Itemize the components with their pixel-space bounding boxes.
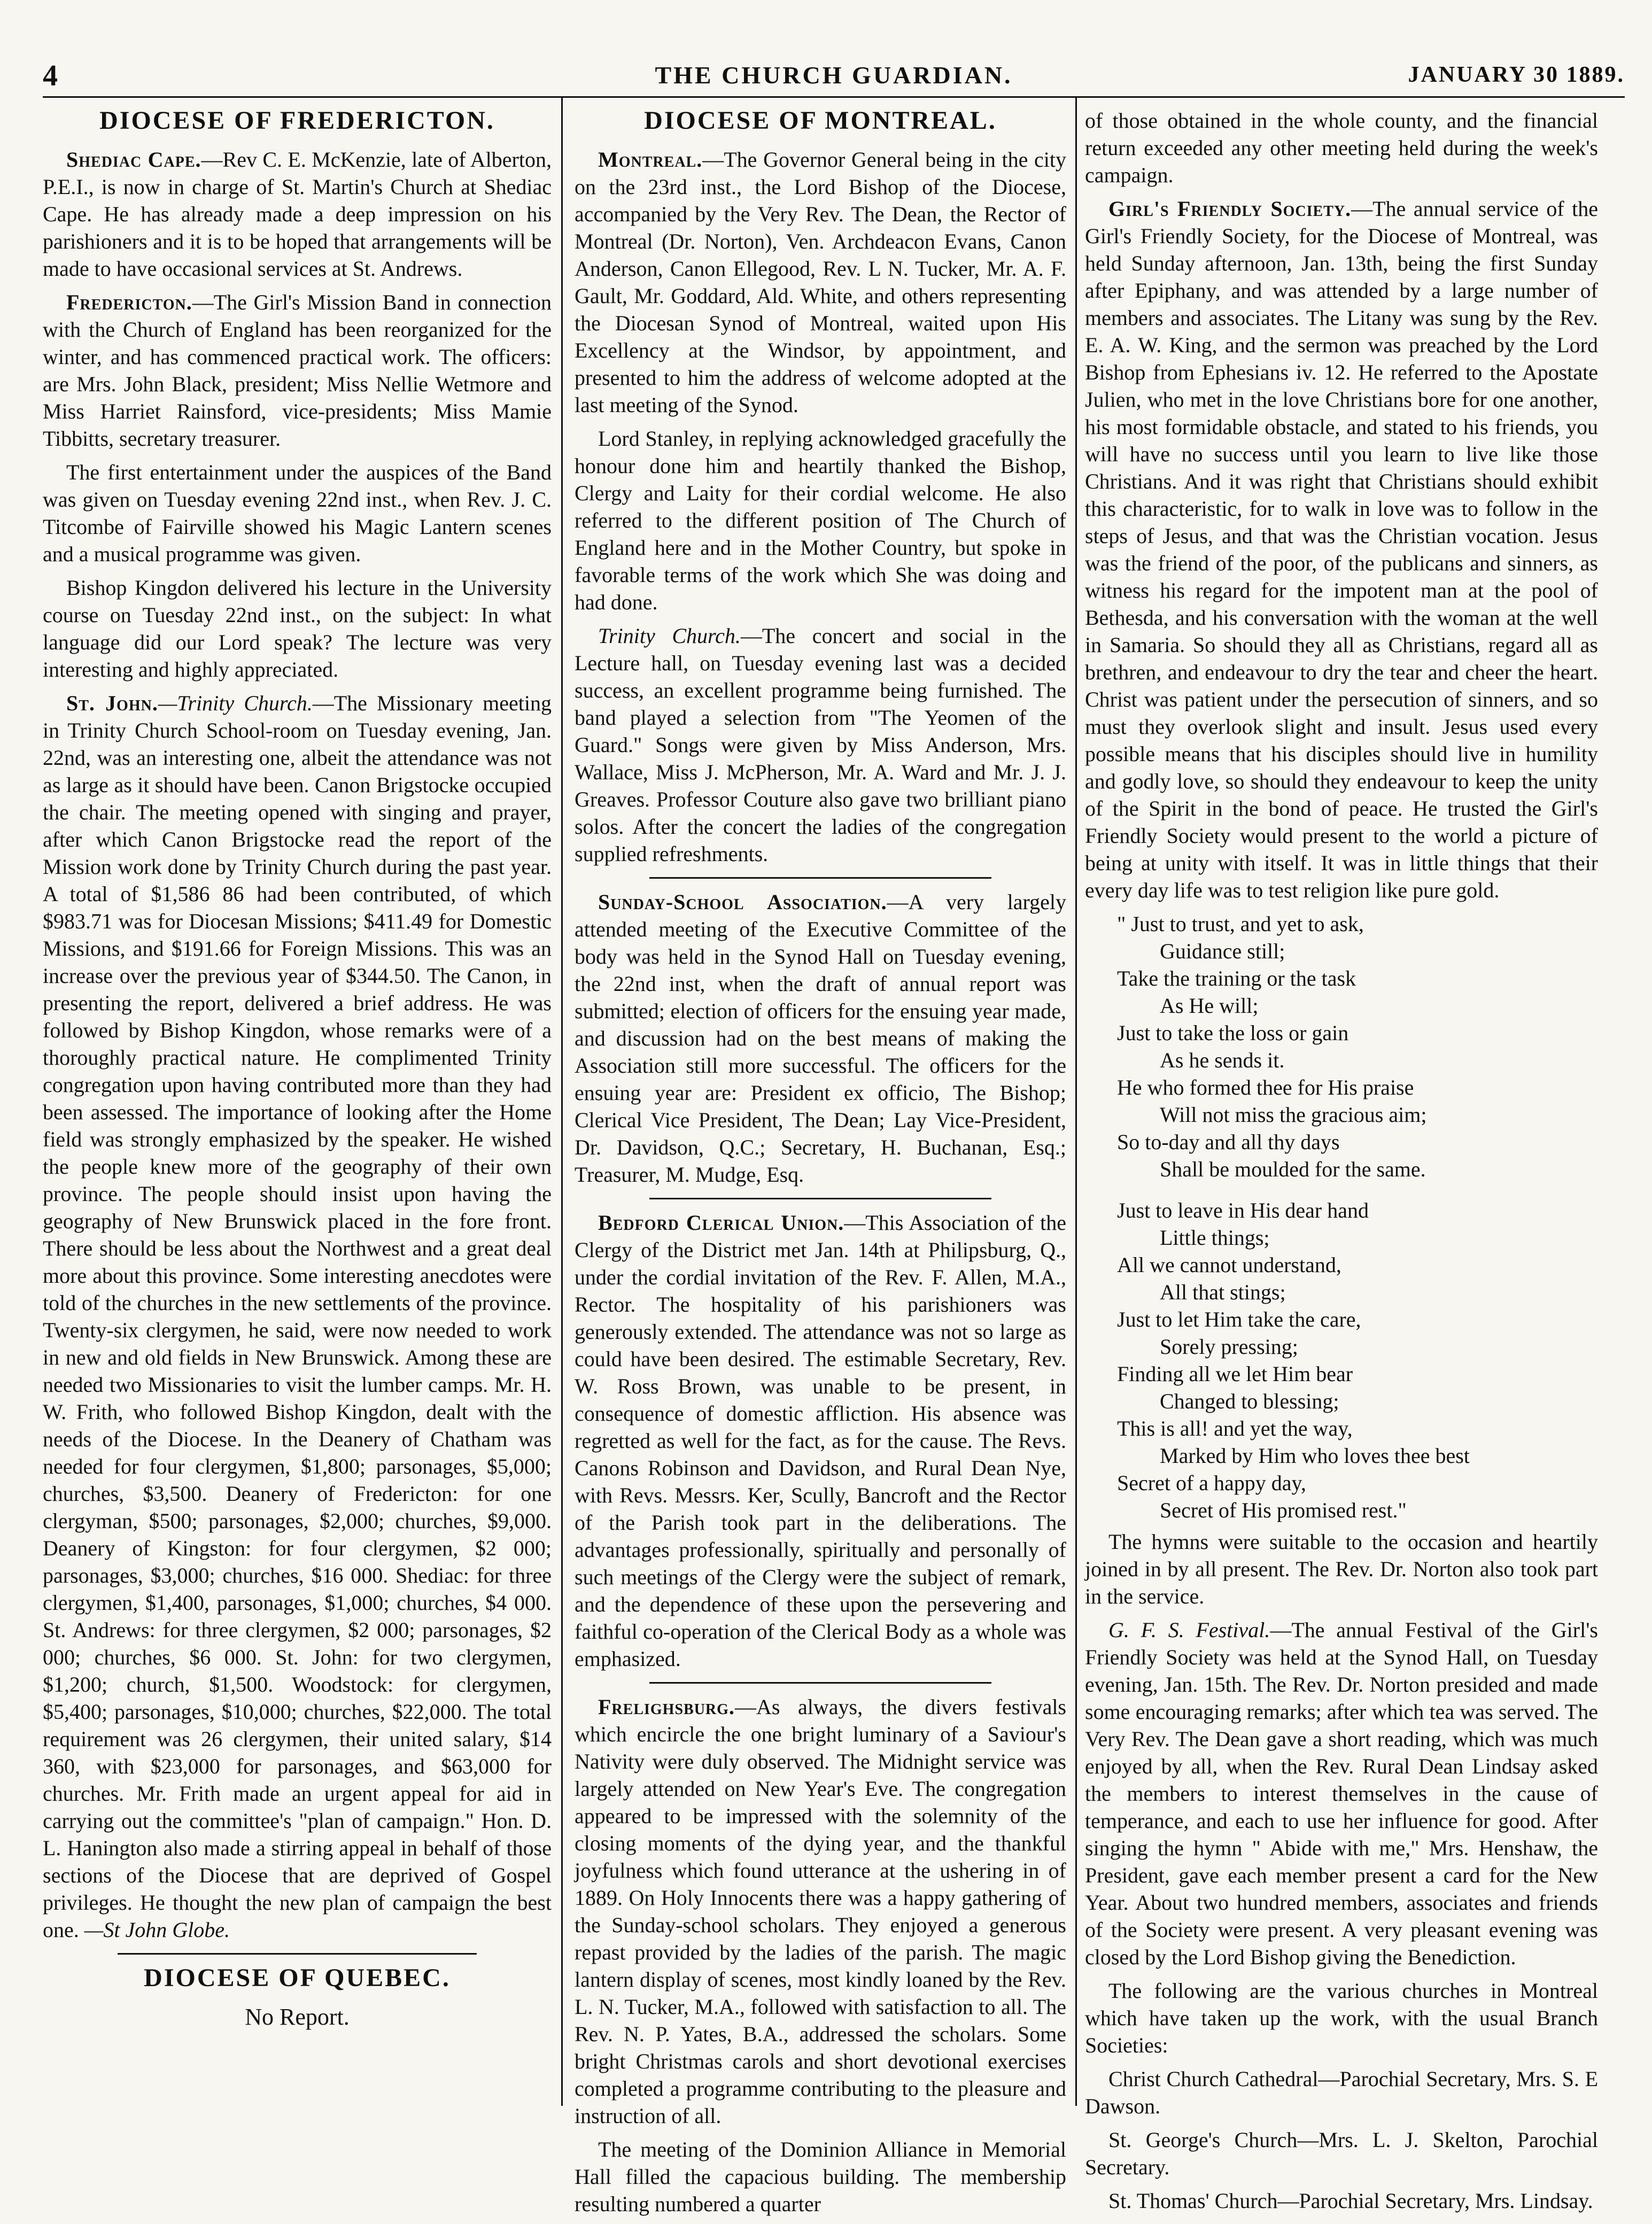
article-divider	[649, 1198, 991, 1199]
page-number: 4	[43, 59, 58, 92]
poem-line: As he sends it.	[1160, 1048, 1285, 1072]
section-heading: DIOCESE OF MONTREAL.	[644, 106, 997, 135]
article-montreal	[575, 146, 1066, 419]
poem-line: Secret of a happy day,	[1117, 1471, 1306, 1495]
column-rule	[561, 96, 563, 2106]
stanza-gap	[1117, 1183, 1598, 1197]
article-girls-friendly	[1085, 195, 1598, 904]
poem-line: He who formed thee for His praise	[1117, 1075, 1414, 1099]
poem-line: Just to leave in His dear hand	[1117, 1198, 1369, 1222]
article-body: —The concert and social in the Lecture hall, on Tuesday evening last was a decided success, an excellent programme being furnished. The band played a selection from "The Yeomen of the Guard." Songs were given by Miss Anderson, Mrs. Wallace, Miss J. McPherson, Mr. A. Ward and Mr. J. J. Greaves. Professor Couture also gave two brilliant piano solos. After the concert the ladies of the congregation supplied refreshments.	[575, 624, 1066, 866]
article-lead: Sunday-School Association.	[598, 890, 887, 914]
article-shediac	[43, 146, 552, 282]
article-lead: Shediac Cape.	[66, 148, 201, 172]
poem-line: Sorely pressing;	[1160, 1335, 1298, 1359]
column-montreal-continued	[1085, 107, 1598, 2221]
poem-line: Just to let Him take the care,	[1117, 1307, 1361, 1331]
article-gfs-festival	[1085, 1616, 1598, 1971]
column-rule	[1075, 96, 1077, 2106]
article-lead: Fredericton.	[66, 290, 192, 314]
article-body: —A very largely attended meeting of the Executive Committee of the body was held in the Synod Hall on Tuesday evening, the 22nd inst, when the draft of annual report was submitted; election of officers for the ensuing year made, and discussion had on the best means of making the Association still more successful. The officers for the ensuing year are: President ex officio, The Bishop; Clerical Vice President, The Dean; Lay Vice-President, Dr. Davidson, Q.C.; Secretary, H. Buchanan, Esq.; Treasurer, M. Mudge, Esq.	[575, 890, 1067, 1187]
article-subhead: G. F. S. Festival.	[1108, 1618, 1270, 1642]
article-body: —The Governor General being in the city on the 23rd inst., the Lord Bishop of the Diocese, accompanied by the Very Rev. The Dean, the Rector of Montreal (Dr. Norton), Ven. Archdeacon Evans, Canon Anderson, Canon Ellegood, Rev. L N. Tucker, Mr. A. F. Gault, Mr. Goddard, Ald. White, and others representing the Diocesan Synod of Montreal, waited upon His Excellency at the Windsor, by appointment, and presented to him the address of welcome adopted at the last meeting of the Synod.	[575, 148, 1066, 417]
church-list-item: St. George's Church—Mrs. L. J. Skelton, Parochial Secretary.	[1085, 2128, 1598, 2179]
column-fredericton	[43, 107, 552, 2039]
poem-line: All we cannot understand,	[1117, 1253, 1341, 1277]
article-lead: Girl's Friendly Society.	[1108, 197, 1352, 221]
poem-line: As He will;	[1160, 994, 1259, 1018]
poem-line: Will not miss the gracious aim;	[1160, 1103, 1427, 1127]
poem-line: This is all! and yet the way,	[1117, 1416, 1353, 1440]
article-body: —The annual service of the Girl's Friendly Society, for the Diocese of Montreal, was held Sunday afternoon, Jan. 13th, being the first Sunday after Epiphany, and was attended by a large number of members and associates. The Litany was sung by the Rev. E. A. W. King, and the sermon was preached by the Lord Bishop from Ephesians iv. 12. He referred to the Apostate Julien, who met in the love Christians bore for one another, his most formidable obstacle, and stated to his friends, you will have no success until you learn to live like those Christians. And it was right that Christians should exhibit this characteristic, for to walk in love was to follow in the steps of Jesus, and that was the Christian vocation. Jesus was the friend of the poor, of the publicans and sinners, as witness his regard for the impotent man at the pool of Bethesda, and his conversation with the woman at the well in Samaria. So should they all as Christians, regard all as brethren, and endeavour to dry the tear and cheer the heart. Christ was patient under the persecution of sinners, and so must they overlook slight and insult. Jesus used every possible means that his disciples should live in humility and godly love, so should they endeavour to keep the unity of the Spirit in the bond of peace. He trusted the Girl's Friendly Society would present to the world a picture of being at unity with itself. It was in little things that their every day life was to test religion like pure gold.	[1085, 197, 1598, 902]
section-heading: DIOCESE OF QUEBEC.	[144, 1964, 451, 1992]
article-divider	[649, 877, 991, 879]
church-list-item: Christ Church Cathedral—Parochial Secretary, Mrs. S. E Dawson.	[1085, 2067, 1598, 2118]
article-lead: St. John.	[66, 691, 158, 715]
article-divider	[649, 1682, 991, 1684]
article-lead: Montreal.	[598, 148, 703, 172]
article-paragraph: of those obtained in the whole county, and the financial return exceeded any other meeting held during the week's campaign.	[1085, 109, 1598, 187]
section-heading: DIOCESE OF FREDERICTON.	[99, 106, 495, 135]
newspaper-title: THE CHURCH GUARDIAN.	[655, 61, 1013, 89]
poem-line: Take the training or the task	[1117, 966, 1356, 990]
article-paragraph: Bishop Kingdon delivered his lecture in the University course on Tuesday 22nd inst., on the subject: In what language did our Lord speak? The lecture was very interesting and highly appreciated.	[43, 576, 552, 681]
article-body: —The Girl's Mission Band in connection with the Church of England has been reorganized for the winter, and has commenced practical work. The officers: are Mrs. John Black, president; Miss Nellie Wetmore and Miss Harriet Rainsford, vice-presidents; Miss Mamie Tibbitts, secretary treasurer.	[43, 290, 552, 451]
article-body: —As always, the divers festivals which encircle the one bright luminary of a Saviour's Nativity were duly observed. The Midnight service was largely attended on New Year's Eve. The congregation appeared to be impressed with the solemnity of the closing moments of the dying year, and the thankful joyfulness which found utterance at the ushering in of 1889. On Holy Innocents there was a happy gathering of the Sunday-school scholars. They enjoyed a generous repast provided by the ladies of the parish. The magic lantern display of scenes, most kindly loaned by the Rev. L. N. Tucker, M.A., followed with satisfaction to all. The Rev. N. P. Yates, B.A., addressed the scholars. Some bright Christmas carols and short devotional exercises completed a programme contributing to the pleasure and instruction of all.	[575, 1695, 1066, 2128]
article-paragraph: The first entertainment under the auspices of the Band was given on Tuesday evening 22nd inst., when Rev. J. C. Titcombe of Fairville showed his Magic Lantern scenes and a musical programme was given.	[43, 460, 552, 566]
article-paragraph: The following are the various churches in Montreal which have taken up the work, with the usual Branch Societies:	[1085, 1979, 1598, 2057]
article-body: —The Missionary meeting in Trinity Church School-room on Tuesday evening, Jan. 22nd, was an interesting one, albeit the attendance was not as large as it should have been. Canon Brigstocke occupied the chair. The meeting opened with singing and prayer, after which Canon Brigstocke read the report of the Mission work done by Trinity Church during the past year. A total of $1,586 86 had been contributed, of which $983.71 was for Diocesan Missions; $411.49 for Domestic Missions, and $191.66 for Foreign Missions. This was an increase over the previous year of $344.50. The Canon, in presenting the report, delivered a brief address. He was followed by Bishop Kingdon, whose remarks were of a thoroughly practical nature. He complimented Trinity congregation upon having contributed more than they had been assessed. The importance of looking after the Home field was strongly emphasized by the speaker. He wished the people knew more of the geography of their own province. The people should insist upon having the geography of New Brunswick placed in the fore front. There should be less about the Northwest and a great deal more about this province. Some interesting anecdotes were told of the churches in the new settlements of the province. Twenty-six clergymen, he said, were now needed to work in new and old fields in New Brunswick. Among these are needed two Missionaries to visit the lumber camps. Mr. H. W. Frith, who followed Bishop Kingdon, dealt with the needs of the Diocese. In the Deanery of Chatham was needed for four clergymen, $1,800; parsonages, $5,000; churches, $3,500. Deanery of Fredericton: for one clergyman, $500; parsonages, $2,000; churches, $9,000. Deanery of Kingston: for four clergymen, $2 000; parsonages, $3,000; churches, $16 000. Shediac: for three clergymen, $1,400, parsonages, $1,000; churches, $4 000. St. Andrews: for three clergymen, $2 000; parsonages, $2 000; churches, $6 000. St. John: for two clergymen, $1,200; church, $1,500. Woodstock: for clergymen, $5,400; parsonages, $10,000; churches, $22,000. The total requirement was 26 clergymen, their united salary, $14 360, with $23,000 for parsonages, and $63,000 for churches. Mr. Frith made an urgent appeal for aid in carrying out the committee's "plan of campaign." Hon. D. L. Hanington also made a stirring appeal in behalf of those sections of the Diocese that are deprived of Gospel privileges. He thought the new plan of campaign the best one.	[43, 691, 552, 1942]
poem-line: Secret of His promised rest."	[1160, 1498, 1407, 1522]
poem-line: Changed to blessing;	[1160, 1389, 1339, 1413]
poem-line: Finding all we let Him bear	[1117, 1362, 1353, 1386]
poem-line: Little things;	[1160, 1226, 1270, 1250]
poem-line: Shall be moulded for the same.	[1160, 1157, 1426, 1181]
article-lead: Frelighsburg.	[598, 1695, 735, 1719]
hymn-poem	[1117, 910, 1598, 1524]
article-source: —St John Globe.	[84, 1918, 230, 1942]
poem-line: Guidance still;	[1160, 939, 1285, 963]
no-report-text: No Report.	[245, 2004, 350, 2030]
article-bedford	[575, 1209, 1066, 1672]
poem-line: " Just to trust, and yet to ask,	[1117, 912, 1364, 936]
poem-line: Marked by Him who loves thee best	[1160, 1444, 1470, 1468]
article-trinity	[575, 622, 1066, 867]
article-paragraph: The hymns were suitable to the occasion and heartily joined in by all present. The Rev. Dr. Norton also took part in the service.	[1085, 1530, 1598, 1608]
article-paragraph: Lord Stanley, in replying acknowledged gracefully the honour done him and heartily thanked the Bishop, Clergy and Laity for their cordial welcome. He also referred to the different position of The Church of England here and in the Mother Country, but spoke in favorable terms of the work which She was doing and had done.	[575, 427, 1066, 614]
article-subhead: Trinity Church.	[598, 624, 741, 648]
article-fredericton	[43, 289, 552, 452]
article-frelighsburg	[575, 1693, 1066, 2129]
article-body: —This Association of the Clergy of the District met Jan. 14th at Philipsburg, Q., under the cordial invitation of the Rev. F. Allen, M.A., Rector. The hospitality of his parishioners was generously extended. The attendance was not so large as could have been desired. The estimable Secretary, Rev. W. Ross Brown, was unable to be present, in consequence of domestic affliction. His absence was regretted as well for the fact, as for the cause. The Revs. Canons Robinson and Davidson, and Rural Dean Nye, with Revs. Messrs. Ker, Scully, Bancroft and the Rector of the Parish took part in the deliberations. The advantages professionally, spiritually and personally of such meetings of the Clergy were the subject of remark, and the dependence of these upon the persevering and faithful co-operation of the Clerical Body as a whole was emphasized.	[575, 1211, 1066, 1671]
article-st-john	[43, 689, 552, 1943]
section-divider	[118, 1953, 477, 1955]
article-lead: Bedford Clerical Union.	[598, 1211, 844, 1235]
article-body: —The annual Festival of the Girl's Friendly Society was held at the Synod Hall, on Tuesday evening, Jan. 15th. The Rev. Dr. Norton presided and made some encouraging remarks; after which tea was served. The Very Rev. The Dean gave a short reading, which was much enjoyed by all, when the Rev. Rural Dean Lindsay asked the members to interest themselves in the cause of temperance, and each to use her influence for good. After singing the hymn " Abide with me," Mrs. Henshaw, the President, gave each member present a card for the New Year. About two hundred members, associates and friends of the Society were present. A very pleasant evening was closed by the Lord Bishop giving the Benediction.	[1085, 1618, 1598, 1969]
article-body: —Rev C. E. McKenzie, late of Alberton, P.E.I., is now in charge of St. Martin's Church at Shediac Cape. He has already made a deep impression on his parishioners and it is to be hoped that arrangements will be made to have occasional services at St. Andrews.	[43, 148, 552, 281]
church-list-item: St. Thomas' Church—Parochial Secretary, Mrs. Lindsay.	[1108, 2189, 1593, 2213]
masthead	[43, 59, 1625, 98]
article-sunday-school	[575, 888, 1066, 1188]
issue-date: JANUARY 30 1889.	[1408, 63, 1625, 87]
article-paragraph: The meeting of the Dominion Alliance in Memorial Hall filled the capacious building. The membership resulting numbered a quarter	[575, 2137, 1066, 2216]
poem-line: All that stings;	[1160, 1280, 1286, 1304]
column-montreal	[575, 107, 1066, 2224]
poem-line: Just to take the loss or gain	[1117, 1021, 1349, 1045]
article-subhead: —Trinity Church.	[158, 691, 313, 715]
poem-line: So to-day and all thy days	[1117, 1130, 1340, 1154]
